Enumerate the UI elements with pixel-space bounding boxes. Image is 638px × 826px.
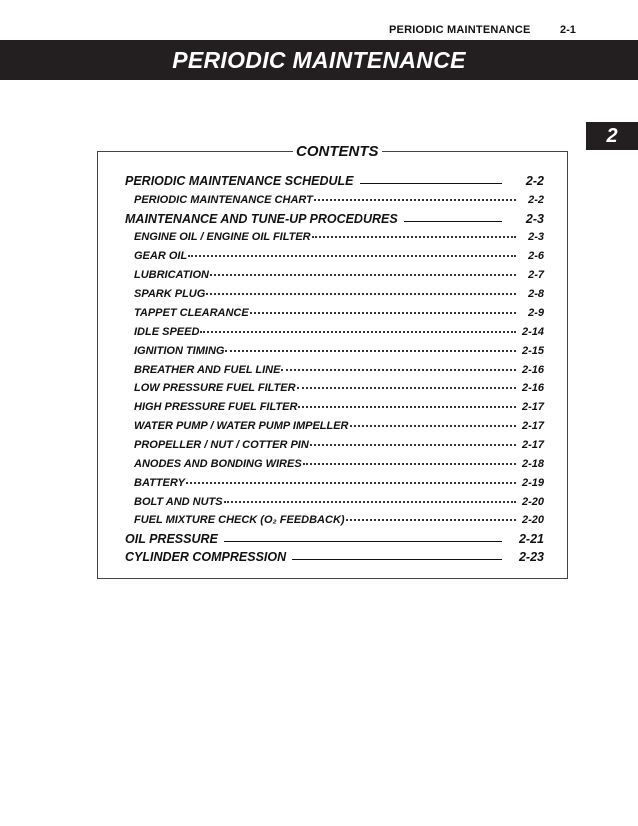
toc-entry-page: 2-7 (528, 269, 544, 281)
toc-leader (186, 482, 516, 484)
toc-entry-label: SPARK PLUG (134, 288, 206, 300)
toc-entry-page: 2-15 (521, 345, 544, 357)
toc-entry (134, 194, 544, 206)
toc-entry-page: 2-3 (528, 231, 544, 243)
toc-leader (298, 406, 516, 408)
toc-entry-page: 2-16 (521, 364, 544, 376)
toc-entry-label: OIL PRESSURE (125, 532, 218, 546)
toc-leader (292, 559, 502, 560)
toc-entry-page: 2-23 (518, 550, 544, 564)
toc-leader (310, 444, 516, 446)
running-header-page-number: 2-1 (560, 24, 576, 36)
toc-leader (225, 350, 516, 352)
toc-entry-label: ANODES AND BONDING WIRES (134, 458, 302, 470)
toc-entry (134, 401, 544, 413)
toc-entry-page: 2-21 (518, 532, 544, 546)
toc-entry-label: GEAR OIL (134, 250, 188, 262)
toc-entry-label: TAPPET CLEARANCE (134, 307, 249, 319)
toc-entry-label: ENGINE OIL / ENGINE OIL FILTER (134, 231, 311, 243)
toc-entry (134, 439, 544, 451)
toc-entry-page: 2-20 (521, 514, 544, 526)
toc-leader (200, 331, 516, 333)
toc-entry-page: 2-18 (521, 458, 544, 470)
chapter-tab: 2 (586, 122, 638, 150)
toc-entry (134, 231, 544, 243)
toc-entry (125, 550, 544, 564)
toc-entry-page: 2-3 (525, 212, 544, 226)
toc-leader (314, 199, 516, 201)
contents-heading: CONTENTS (293, 143, 382, 160)
toc-leader (188, 255, 516, 257)
toc-entry (134, 458, 544, 470)
toc-leader (350, 425, 517, 427)
toc-entry-label: PROPELLER / NUT / COTTER PIN (134, 439, 309, 451)
toc-entry (134, 477, 544, 489)
toc-entry-label: BOLT AND NUTS (134, 496, 223, 508)
toc-entry (134, 269, 544, 281)
contents-box (97, 143, 568, 579)
toc-leader (250, 312, 516, 314)
running-header (0, 24, 638, 40)
toc-entry-label: PERIODIC MAINTENANCE CHART (134, 194, 313, 206)
toc-entry-label: LUBRICATION (134, 269, 209, 281)
contents-list (98, 152, 567, 578)
toc-entry-label: PERIODIC MAINTENANCE SCHEDULE (125, 174, 354, 188)
toc-entry-label: FUEL MIXTURE CHECK (O₂ FEEDBACK) (134, 514, 345, 526)
running-header-title: PERIODIC MAINTENANCE (389, 24, 531, 36)
toc-entry-page: 2-19 (521, 477, 544, 489)
toc-entry-label: IGNITION TIMING (134, 345, 225, 357)
toc-entry (125, 174, 544, 188)
toc-entry-page: 2-9 (528, 307, 544, 319)
toc-entry-label: IDLE SPEED (134, 326, 200, 338)
toc-entry-label: WATER PUMP / WATER PUMP IMPELLER (134, 420, 349, 432)
toc-leader (312, 236, 516, 238)
toc-entry (134, 382, 544, 394)
toc-entry (134, 345, 544, 357)
toc-entry-page: 2-2 (525, 174, 544, 188)
toc-entry-page: 2-8 (528, 288, 544, 300)
toc-entry (134, 288, 544, 300)
toc-leader (303, 463, 516, 465)
toc-leader (297, 387, 516, 389)
toc-entry (134, 514, 544, 526)
toc-leader (346, 519, 516, 521)
toc-leader (224, 541, 502, 542)
toc-leader (360, 183, 503, 184)
toc-leader (210, 274, 516, 276)
toc-entry (134, 307, 544, 319)
toc-entry-page: 2-2 (528, 194, 544, 206)
toc-entry (134, 420, 544, 432)
toc-leader (281, 369, 516, 371)
toc-entry (134, 496, 544, 508)
toc-entry-label: BATTERY (134, 477, 185, 489)
toc-entry-label: BREATHER AND FUEL LINE (134, 364, 281, 376)
toc-entry-page: 2-17 (521, 401, 544, 413)
chapter-title: PERIODIC MAINTENANCE (172, 47, 466, 73)
toc-entry (125, 532, 544, 546)
toc-leader (224, 501, 516, 503)
toc-entry-page: 2-14 (521, 326, 544, 338)
toc-entry-label: MAINTENANCE AND TUNE-UP PROCEDURES (125, 212, 398, 226)
toc-entry-label: CYLINDER COMPRESSION (125, 550, 287, 564)
toc-entry (134, 364, 544, 376)
toc-entry (134, 326, 544, 338)
toc-entry-page: 2-16 (521, 382, 544, 394)
toc-entry-page: 2-17 (521, 420, 544, 432)
toc-entry (134, 250, 544, 262)
toc-entry-label: HIGH PRESSURE FUEL FILTER (134, 401, 298, 413)
toc-entry-page: 2-20 (521, 496, 544, 508)
toc-leader (206, 293, 516, 295)
toc-entry-page: 2-6 (528, 250, 544, 262)
toc-entry (125, 212, 544, 226)
chapter-title-bar (0, 40, 638, 80)
toc-leader (404, 221, 502, 222)
toc-entry-page: 2-17 (521, 439, 544, 451)
toc-entry-label: LOW PRESSURE FUEL FILTER (134, 382, 296, 394)
